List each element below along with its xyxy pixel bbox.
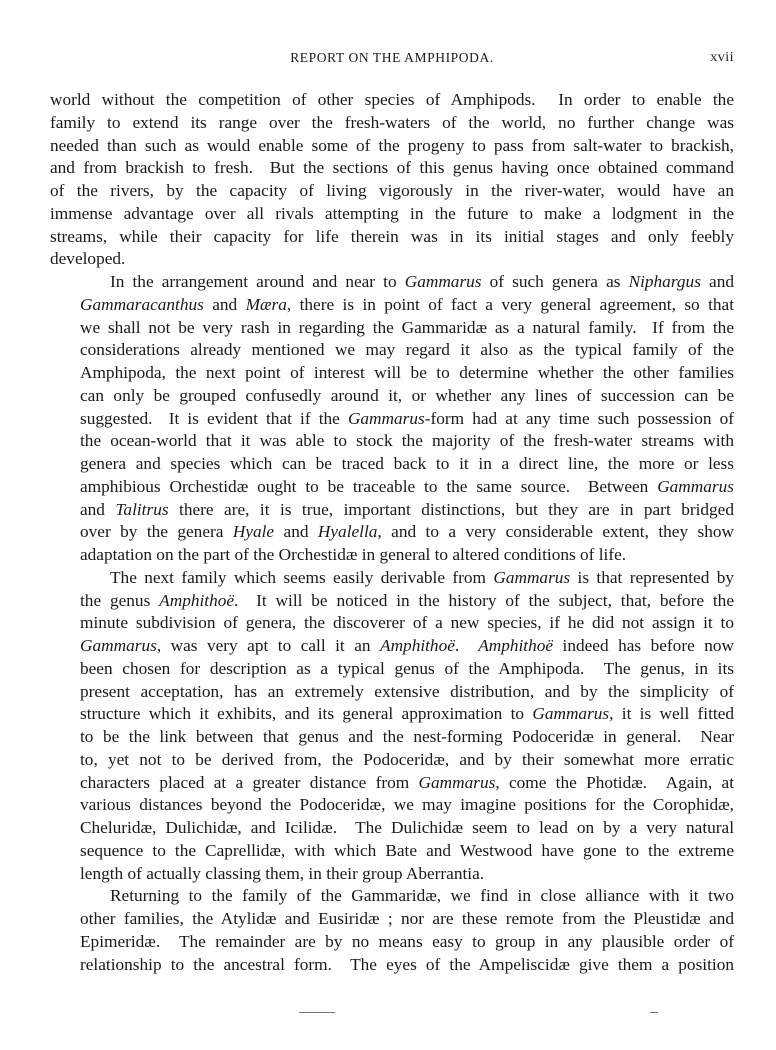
text-line: needed than such as would enable some of the progeny to pass from salt-water to brackish, (50, 135, 734, 155)
text-line: Returning to the family of the Gammaridæ, we find in close alliance with it two (110, 886, 734, 906)
running-title: REPORT ON THE AMPHIPODA. (290, 50, 494, 65)
paragraph (50, 567, 734, 886)
text-line: minute subdivision of genera, the discoverer of a new species, if he did not assign it to (80, 613, 734, 633)
text-line: family to extend its range over the fresh-waters of the world, no further change was (50, 112, 734, 132)
text-line: In the arrangement around and near to Gammarus of such genera as Niphargus and (110, 272, 734, 291)
text-line: The next family which seems easily derivable from Gammarus is that represented by (110, 567, 734, 587)
text-line: the ocean-world that it was able to stock the majority of the fresh-water streams with (80, 431, 734, 451)
text-line: genera and species which can be traced back to it in a direct line, the more or less (80, 454, 734, 473)
body-text (50, 89, 734, 976)
text-line: to, yet not to be derived from, the Podoceridæ, and by their somewhat more erratic (80, 749, 734, 769)
text-line: Epimeridæ. The remainder are by no means easy to group in any plausible order of (80, 931, 734, 951)
text-line: developed. (50, 249, 126, 269)
text-line: various distances beyond the Podoceridæ, we may imagine positions for the Corophidæ, (80, 795, 734, 815)
text-line: Gammarus, was very apt to call it an Amphithoë. Amphithoë indeed has before now (80, 636, 734, 655)
text-line: of the rivers, by the capacity of living vigorously in the river-water, would have an (50, 181, 734, 200)
text-line: Amphipoda, the next point of interest will be to determine whether the other families (80, 363, 734, 382)
text-line: Gammaracanthus and Mæra, there is in point of fact a very general agreement, so that (80, 294, 734, 314)
print-mark (299, 1012, 335, 1013)
text-line: the genus Amphithoë. It will be noticed in the history of the subject, that, before the (80, 590, 734, 610)
page-number: xvii (710, 50, 734, 65)
text-line: considerations already mentioned we may regard it also as the typical family of the (80, 340, 734, 360)
text-line: immense advantage over all rivals attempting in the future to make a lodgment in the (50, 203, 734, 223)
text-line: other families, the Atylidæ and Eusiridæ ; nor are these remote from the Pleustidæ and (80, 909, 734, 928)
text-line: suggested. It is evident that if the Gammarus-form had at any time such possession of (80, 408, 734, 428)
text-line: we shall not be very rash in regarding the Gammaridæ as a natural family. If from the (80, 317, 734, 337)
text-line: been chosen for description as a typical genus of the Amphipoda. The genus, in its (80, 658, 734, 678)
paragraph (50, 89, 734, 271)
paragraph (50, 885, 734, 976)
print-mark (650, 1012, 658, 1013)
text-line: streams, while their capacity for life therein was in its initial stages and only feebly (50, 226, 734, 246)
text-line: amphibious Orchestidæ ought to be traceable to the same source. Between Gammarus (80, 476, 734, 496)
text-line: relationship to the ancestral form. The eyes of the Ampeliscidæ give them a position (80, 954, 734, 974)
paragraph (50, 271, 734, 567)
text-line: world without the competition of other species of Amphipods. In order to enable the (50, 90, 734, 109)
text-line: present acceptation, has an extremely extensive distribution, and by the simplicity of (80, 681, 734, 701)
running-header (50, 50, 734, 72)
text-line: length of actually classing them, in their group Aberrantia. (80, 863, 485, 883)
text-line: and Talitrus there are, it is true, important distinctions, but they are in part bridged (80, 499, 734, 519)
text-line: can only be grouped confusedly around it, or whether any lines of succession can be (80, 385, 734, 405)
text-line: sequence to the Caprellidæ, with which Bate and Westwood have gone to the extreme (80, 840, 734, 860)
text-line: Cheluridæ, Dulichidæ, and Icilidæ. The Dulichidæ seem to lead on by a very natural (80, 818, 734, 837)
text-line: adaptation on the part of the Orchestidæ in general to altered conditions of life. (80, 545, 627, 564)
text-line: structure which it exhibits, and its general approximation to Gammarus, it is well fitted (80, 704, 735, 724)
text-line: and from brackish to fresh. But the sections of this genus having once obtained command (50, 158, 734, 178)
text-line: over by the genera Hyale and Hyalella, and to a very considerable extent, they show (80, 522, 734, 542)
text-line: to be the link between that genus and the nest-forming Podoceridæ in general. Near (80, 727, 734, 746)
text-line: characters placed at a greater distance from Gammarus, come the Photidæ. Again, at (80, 772, 734, 792)
